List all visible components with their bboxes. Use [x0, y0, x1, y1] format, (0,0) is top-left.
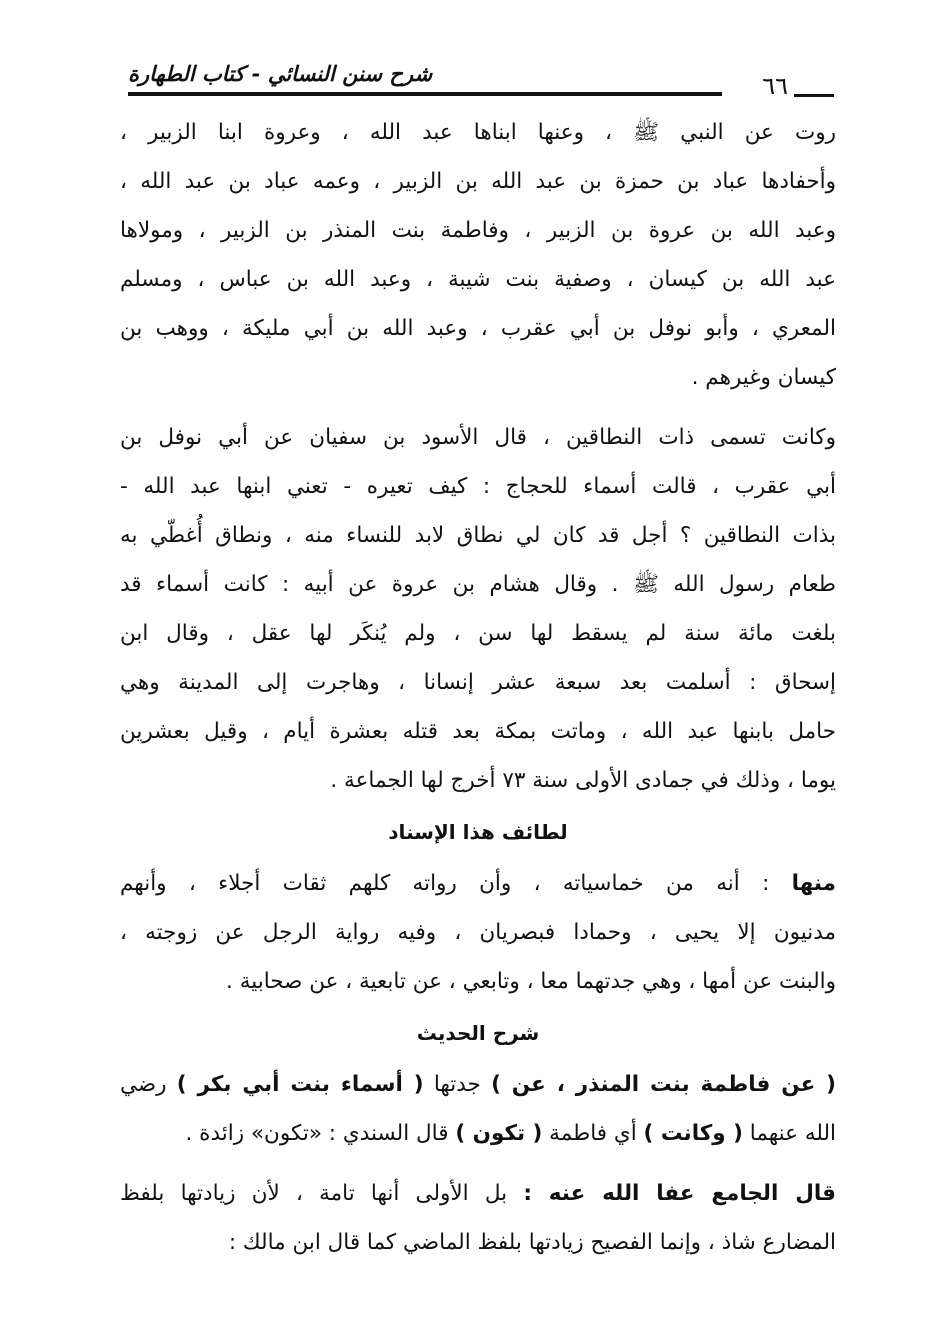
quoted-text: ( عن فاطمة بنت المنذر ، عن ): [491, 1072, 836, 1097]
text-line: وأحفادها عباد بن حمزة بن عبد الله بن الزبير ، وعمه عباد بن عبد الله ،: [120, 169, 836, 194]
text-line: المضارع شاذ ، وإنما الفصيح زيادتها بلفظ الماضي كما قال ابن مالك :: [228, 1230, 836, 1255]
running-header: [128, 62, 834, 102]
quoted-text: ( وكانت ): [643, 1121, 743, 1146]
text-run: قال السندي : «تكون» زائدة .: [185, 1121, 456, 1146]
text-line: [120, 1169, 836, 1218]
paragraph: [120, 859, 836, 1006]
text-run: جدتها: [423, 1072, 492, 1097]
text-line: عبد الله بن كيسان ، وصفية بنت شيبة ، وعبد الله بن عباس ، ومسلم: [120, 267, 836, 292]
paragraph: [120, 108, 836, 402]
text-run: رضي: [120, 1072, 177, 1097]
header-rule: [128, 92, 722, 96]
body-text: [120, 108, 836, 1267]
text-line: مدنيون إلا يحيى ، وحمادا فبصريان ، وفيه رواية الرجل عن زوجته ،: [120, 920, 836, 945]
text-line: بذات النطاقين ؟ أجل قد كان لي نطاق لابد للنساء منه ، ونطاق أُغطّي به: [120, 523, 836, 548]
text-line: كيسان وغيرهم .: [691, 365, 836, 390]
quoted-text: ( تكون ): [455, 1121, 543, 1146]
text-line: يوما ، وذلك في جمادى الأولى سنة ٧٣ أخرج لها الجماعة .: [330, 768, 836, 793]
paragraph: [120, 1169, 836, 1267]
text-run: أي فاطمة: [542, 1121, 644, 1146]
text-line: أبي عقرب ، قالت أسماء للحجاج : كيف تعيره - تعني ابنها عبد الله -: [120, 474, 836, 499]
text-line: المعري ، وأبو نوفل بن أبي عقرب ، وعبد الله بن أبي مليكة ، ووهب بن: [120, 316, 836, 341]
header-rule-short: [794, 94, 834, 97]
text-line: [120, 859, 836, 908]
text-line: وكانت تسمى ذات النطاقين ، قال الأسود بن سفيان عن أبي نوفل بن: [120, 425, 836, 450]
text-line: إسحاق : أسلمت بعد سبعة عشر إنسانا ، وهاجرت إلى المدينة وهي: [120, 670, 836, 695]
page-number: ٦٦: [762, 72, 788, 100]
section-heading: شرح الحديث: [416, 1021, 540, 1045]
paragraph-gap: [120, 402, 836, 413]
paragraph: [120, 413, 836, 805]
text-line: روت عن النبي ﷺ ، وعنها ابناها عبد الله ، وعروة ابنا الزبير ،: [120, 120, 836, 145]
text-run: : أنه من خماسياته ، وأن رواته كلهم ثقات أجلاء ، وأنهم: [120, 871, 792, 896]
section-heading: لطائف هذا الإسناد: [388, 820, 568, 844]
paragraph: [120, 1060, 836, 1158]
text-line: [120, 1109, 836, 1158]
quoted-text: ( أسماء بنت أبي بكر ): [176, 1072, 424, 1097]
text-run: بل الأولى أنها تامة ، لأن زيادتها بلفظ: [120, 1181, 524, 1206]
lead-term: منها: [791, 871, 836, 896]
text-line: حامل بابنها عبد الله ، وماتت بمكة بعد قتله بعشرة أيام ، وقيل بعشرين: [120, 719, 836, 744]
text-line: طعام رسول الله ﷺ . وقال هشام بن عروة عن أبيه : كانت أسماء قد: [120, 572, 836, 597]
text-line: والبنت عن أمها ، وهي جدتهما معا ، وتابعي ، عن تابعية ، عن صحابية .: [226, 969, 836, 994]
paragraph-gap: [120, 1158, 836, 1169]
text-line: وعبد الله بن عروة بن الزبير ، وفاطمة بنت المنذر بن الزبير ، ومولاها: [120, 218, 836, 243]
running-title: شرح سنن النسائي - كتاب الطهارة: [128, 62, 433, 86]
lead-term: قال الجامع عفا الله عنه :: [523, 1181, 836, 1206]
text-line: بلغت مائة سنة لم يسقط لها سن ، ولم يُنكَر لها عقل ، وقال ابن: [120, 621, 836, 646]
text-line: [120, 1060, 836, 1109]
text-run: الله عنهما: [742, 1121, 836, 1146]
